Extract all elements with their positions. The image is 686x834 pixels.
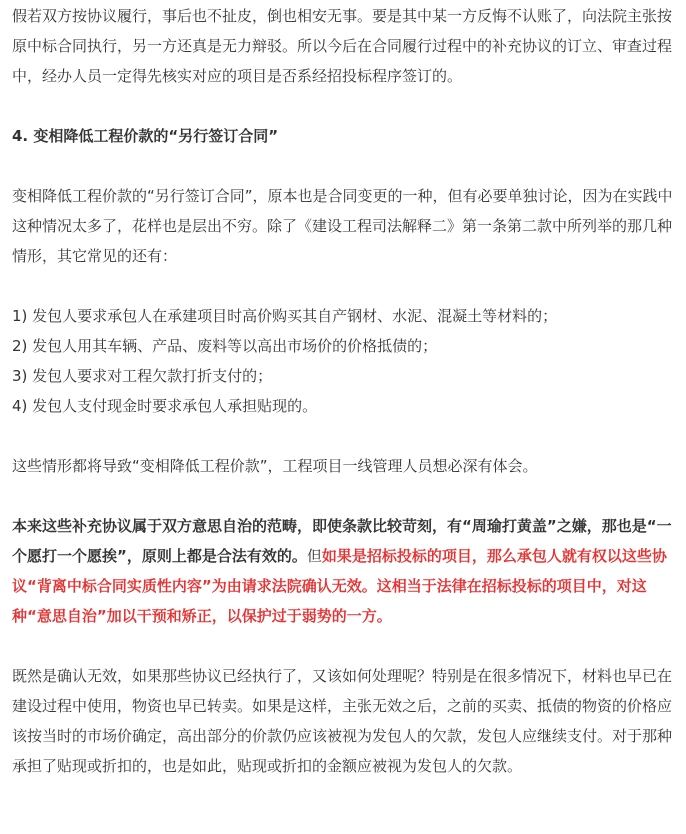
bold-statement: 本来这些补充协议属于双方意思自治的范畴，即使条款比较苛刻，有“周瑜打黄盖”之嫌，那也是“一个愿打一个愿挨”，原则上都是合法有效的。: [12, 517, 672, 565]
paragraph-invalidity-handling: 既然是确认无效，如果那些协议已经执行了，又该如何处理呢？特别是在很多情况下，材料也早已在建设过程中使用，物资也早已转卖。如果是这样，主张无效之后，之前的买卖、抵债的物资的价格应该按当时的市场价确定，高出部分的价款仍应该被视为发包人的欠款，发包人应继续支付。对于那种承担了贴现或折扣的，也是如此，贴现或折扣的金额应被视为发包人的欠款。: [12, 667, 673, 775]
list-item: 4) 发包人支付现金时要求承包人承担贴现的。: [12, 397, 318, 415]
plain-connector: 但: [306, 547, 322, 565]
list-item: 3) 发包人要求对工程欠款打折支付的；: [12, 367, 273, 385]
situations-list: [12, 301, 674, 421]
section-heading: 4. 变相降低工程价款的“另行签订合同”: [12, 127, 279, 145]
list-item: 2) 发包人用其车辆、产品、废料等以高出市场价的价格抵债的；: [12, 337, 438, 355]
list-item: 1) 发包人要求承包人在承建项目时高价购买其自产钢材、水泥、混凝土等材料的；: [12, 307, 558, 325]
paragraph-contract-performance: 假若双方按协议履行，事后也不扯皮，倒也相安无事。要是其中某一方反悔不认账了，向法院主张按原中标合同执行，另一方还真是无力辩驳。所以今后在合同履行过程中的补充协议的订立、审查过程中，经办人员一定得先核实对应的项目是否系经招投标程序签订的。: [12, 7, 673, 85]
paragraph-summary: 这些情形都将导致“变相降低工程价款”，工程项目一线管理人员想必深有体会。: [12, 457, 538, 475]
red-highlight-statement: 如果是招标投标的项目，那么承包人就有权以这些协议“背离中标合同实质性内容”为由请求法院确认无效。这相当于法律在招标投标的项目中，对这种“意思自治”加以干预和矫正，以保护过于弱势的一方。: [12, 547, 667, 625]
paragraph-disguised-price-reduction: 变相降低工程价款的“另行签订合同”，原本也是合同变更的一种，但有必要单独讨论，因为在实践中这种情况太多了，花样也是层出不穷。除了《建设工程司法解释二》第一条第二款中所列举的那几种情形，其它常见的还有：: [12, 187, 673, 265]
paragraph-legal-validity: [12, 511, 674, 631]
